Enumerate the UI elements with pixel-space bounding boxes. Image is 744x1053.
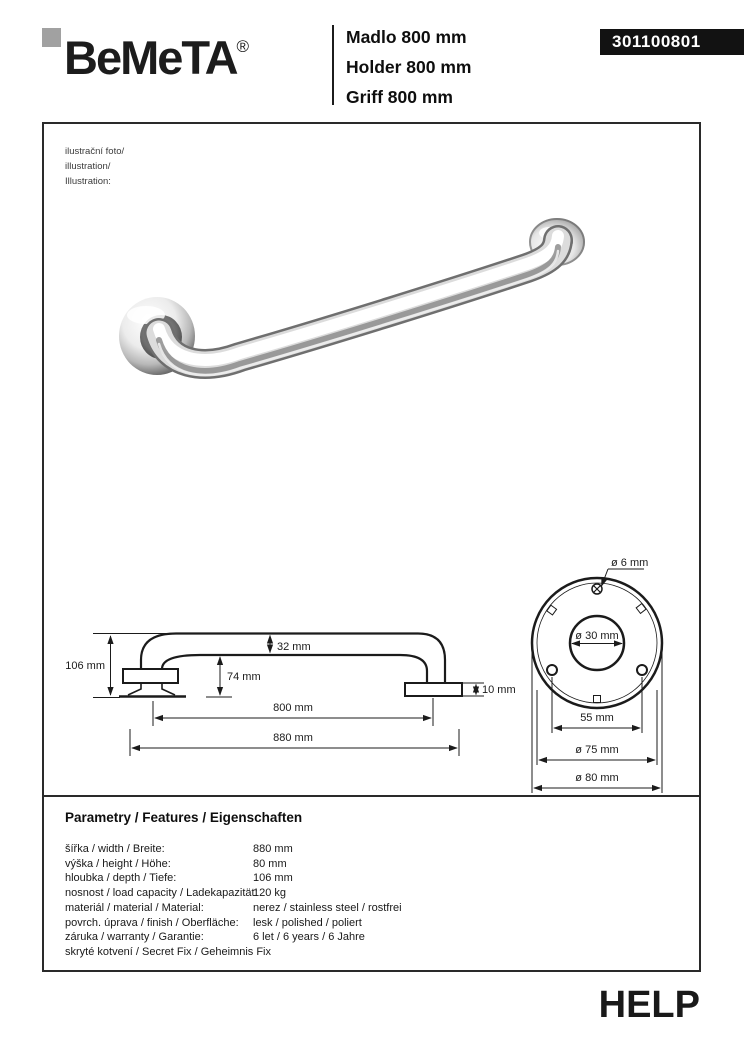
param-label: výška / height / Höhe:	[65, 857, 171, 870]
parameters-title: Parametry / Features / Eigenschaften	[65, 810, 303, 825]
param-label: šířka / width / Breite:	[65, 843, 165, 855]
brand-logo-text: BeMeTA	[64, 31, 237, 84]
table-row	[65, 916, 402, 931]
dim-label-80mm: ø 80 mm	[575, 772, 619, 784]
table-row	[65, 945, 402, 960]
product-title-en: Holder 800 mm	[346, 57, 472, 77]
product-title-cs: Madlo 800 mm	[346, 27, 467, 47]
table-row	[65, 842, 402, 857]
table-row	[65, 871, 402, 886]
dim-label-6mm: ø 6 mm	[611, 557, 649, 569]
table-row	[65, 930, 402, 945]
illustration-note-line: Illustration:	[65, 176, 111, 187]
section-divider	[44, 795, 699, 797]
dim-label-800mm: 800 mm	[273, 702, 313, 714]
dim-label-74mm: 74 mm	[227, 671, 261, 683]
parameters-table	[65, 842, 402, 960]
param-label: skryté kotvení / Secret Fix / Geheimnis Fix	[65, 945, 272, 958]
dim-label-75mm: ø 75 mm	[575, 744, 619, 756]
table-row	[65, 901, 402, 916]
product-photo	[100, 197, 620, 407]
dim-label-10mm: 10 mm	[482, 684, 516, 696]
technical-drawing	[44, 540, 699, 796]
help-label: HELP	[598, 984, 700, 1026]
product-titles	[346, 22, 471, 112]
dim-label-30mm: ø 30 mm	[575, 630, 619, 642]
brand-logo	[64, 18, 249, 87]
content-frame	[42, 122, 701, 972]
illustration-note	[65, 144, 124, 189]
dim-label-55mm: 55 mm	[580, 712, 614, 724]
logo-square	[42, 28, 61, 47]
param-value: 106 mm	[253, 872, 293, 885]
illustration-note-line: ilustrační foto/	[65, 146, 125, 157]
dim-label-880mm: 880 mm	[273, 732, 313, 744]
dim-label-32mm: 32 mm	[277, 641, 311, 653]
param-value: 80 mm	[253, 857, 287, 870]
param-value: nerez / stainless steel / rostfrei	[253, 901, 402, 914]
param-label: záruka / warranty / Garantie:	[65, 931, 204, 944]
flange-view-dimensions	[532, 569, 662, 793]
product-code-badge: 301100801	[600, 29, 744, 55]
product-title-de: Griff 800 mm	[346, 87, 453, 107]
illustration-note-line: illustration/	[65, 161, 111, 172]
param-label: povrch. úprava / finish / Oberfläche:	[65, 916, 239, 929]
param-label: hloubka / depth / Tiefe:	[65, 872, 177, 885]
table-row	[65, 886, 402, 901]
param-value: lesk / polished / poliert	[253, 916, 362, 929]
header-divider	[332, 25, 334, 105]
param-label: materiál / material / Material:	[65, 901, 204, 914]
param-label: nosnost / load capacity / Ladekapazität:	[65, 887, 258, 900]
grab-bar-tube	[159, 236, 558, 375]
param-value: 120 kg	[253, 887, 287, 900]
param-value: 880 mm	[253, 843, 293, 855]
param-value: 6 let / 6 years / 6 Jahre	[253, 931, 365, 944]
table-row	[65, 857, 402, 872]
dim-label-106mm: 106 mm	[65, 660, 105, 672]
registered-trademark-icon: ®	[236, 37, 250, 56]
